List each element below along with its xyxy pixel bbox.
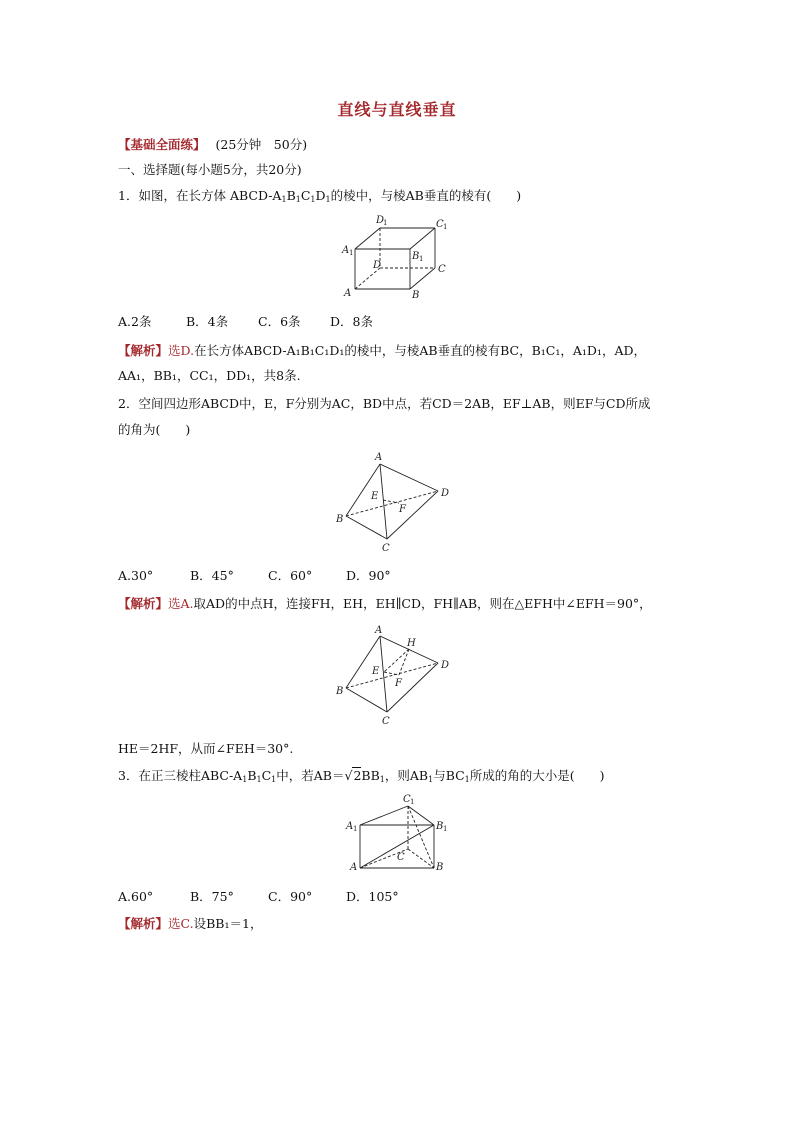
- q3-solution-text: 设BB₁＝1，: [193, 916, 263, 931]
- q1-label-d1: D: [376, 215, 385, 226]
- q3-option-d[interactable]: D．105°: [346, 889, 399, 904]
- q3-label-c1: C: [403, 794, 411, 805]
- q1-option-b[interactable]: B．4条: [186, 314, 229, 329]
- svg-text:1: 1: [443, 825, 448, 833]
- q2-solution-line2: HE＝2HF，从而∠FEH＝30°.: [118, 741, 294, 756]
- q3-solution: [118, 916, 262, 932]
- q2s-label-c: C: [382, 716, 390, 727]
- q2-solution-line1: [118, 596, 652, 612]
- q1-label-b1: B: [412, 251, 420, 262]
- q2s-label-f: F: [395, 678, 402, 689]
- q3-label-a: A: [350, 862, 358, 873]
- q3-options: [118, 889, 399, 905]
- q3-solution-tag: 【解析】: [118, 916, 169, 931]
- q3-stem-d: ，则AB: [384, 768, 429, 783]
- q3-option-a[interactable]: A.60°: [118, 889, 154, 904]
- q2-solution-choice: 选A.: [168, 596, 194, 611]
- q2-label-c: C: [382, 543, 390, 554]
- q1-label-d: D: [373, 260, 382, 271]
- q2-label-f: F: [399, 504, 406, 515]
- q1-solution-text1: 在长方体ABCD-A₁B₁C₁D₁的棱中，与棱AB垂直的棱有BC，B₁C₁，A₁D₁，AD，: [194, 343, 646, 358]
- q1-solution-tag: 【解析】: [118, 343, 169, 358]
- q2-stem-line1: 2．空间四边形ABCD中，E，F分别为AC，BD中点，若CD＝2AB，EF⊥AB，则EF与CD所成: [118, 396, 651, 411]
- q3-prism-figure: [342, 790, 457, 880]
- q1-cuboid-figure: [340, 212, 460, 302]
- q3-label-a1: A: [346, 821, 354, 832]
- q1-label-c: C: [438, 264, 446, 275]
- svg-text:1: 1: [419, 255, 424, 263]
- section-header: [118, 137, 307, 153]
- q3-label-b: B: [436, 862, 444, 873]
- q1-solution-line2: AA₁，BB₁，CC₁，DD₁，共8条.: [118, 368, 301, 383]
- q3-stem-b: 中，若AB＝: [276, 768, 345, 783]
- q1-options: [118, 314, 373, 330]
- part-heading: 一、选择题(每小题5分，共20分): [118, 162, 302, 177]
- q2-label-b: B: [336, 514, 344, 525]
- section-info: (25分钟 50分): [215, 137, 308, 152]
- q2-solution-text1: 取AD的中点H，连接FH，EH，EH∥CD，FH∥AB，则在△EFH中∠EFH＝90°，: [193, 596, 652, 611]
- q1-stem: 1．如图，在长方体 ABCD-$A_1B_1C_1D_1$的棱中，与棱AB垂直的棱有( ): [118, 188, 522, 204]
- svg-text:1: 1: [353, 825, 358, 833]
- section-tag: 【基础全面练】: [118, 137, 206, 152]
- q1-label-a: A: [344, 288, 352, 299]
- q3-stem-a: 3．在正三棱柱ABC-A: [118, 768, 243, 783]
- q1-stem-b: 的棱中，与棱AB垂直的棱有( ): [330, 188, 522, 203]
- svg-text:1: 1: [410, 798, 415, 806]
- q1-label-a1: A: [342, 245, 350, 256]
- q3-stem: 3．在正三棱柱ABC-$A_1B_1C_1$中，若$AB=√2BB_1$，则$AB_1$与$BC_1$所成的角的大小是( ): [118, 768, 605, 784]
- q2s-label-b: B: [336, 686, 344, 697]
- q2-option-b[interactable]: B．45°: [190, 568, 234, 583]
- q2-options: [118, 568, 391, 584]
- q3-stem-e: 与BC: [433, 768, 465, 783]
- q2-tetrahedron-figure: [334, 448, 464, 558]
- q2s-label-a: A: [375, 625, 383, 636]
- q2-label-a: A: [375, 452, 383, 463]
- q1-option-c[interactable]: C．6条: [258, 314, 301, 329]
- svg-text:1: 1: [443, 223, 448, 231]
- q3-stem-c: BB: [361, 768, 380, 783]
- page-title: 直线与直线垂直: [337, 100, 457, 119]
- q3-option-c[interactable]: C．90°: [268, 889, 313, 904]
- q2-solution-tag: 【解析】: [118, 596, 169, 611]
- q3-label-c: C: [397, 852, 405, 863]
- q2s-label-d: D: [441, 660, 450, 671]
- q1-solution-line1: [118, 343, 646, 359]
- q1-label-c1: C: [436, 219, 444, 230]
- q2s-label-h: H: [407, 638, 416, 649]
- q1-option-d[interactable]: D．8条: [330, 314, 373, 329]
- q2s-label-e: E: [372, 666, 380, 677]
- q2-option-d[interactable]: D．90°: [346, 568, 391, 583]
- q2-stem-line2: 的角为( ): [118, 422, 191, 437]
- q2-option-c[interactable]: C．60°: [268, 568, 313, 583]
- q2-label-e: E: [371, 491, 379, 502]
- q3-option-b[interactable]: B．75°: [190, 889, 234, 904]
- q2-solution-figure: [334, 622, 464, 732]
- q3-stem-f: 所成的角的大小是( ): [469, 768, 605, 783]
- q1-option-a[interactable]: A.2条: [118, 314, 152, 329]
- q3-sqrt-radicand: 2: [353, 768, 362, 783]
- q1-label-b: B: [412, 290, 420, 301]
- q3-label-b1: B: [436, 821, 444, 832]
- q3-solution-choice: 选C.: [168, 916, 194, 931]
- q2-label-d: D: [441, 488, 450, 499]
- svg-text:1: 1: [383, 219, 388, 227]
- q2-option-a[interactable]: A.30°: [118, 568, 154, 583]
- q1-solution-choice: 选D.: [168, 343, 195, 358]
- svg-text:1: 1: [349, 249, 354, 257]
- q1-stem-a: 1．如图，在长方体: [118, 188, 226, 203]
- sqrt-symbol: √2: [344, 768, 362, 783]
